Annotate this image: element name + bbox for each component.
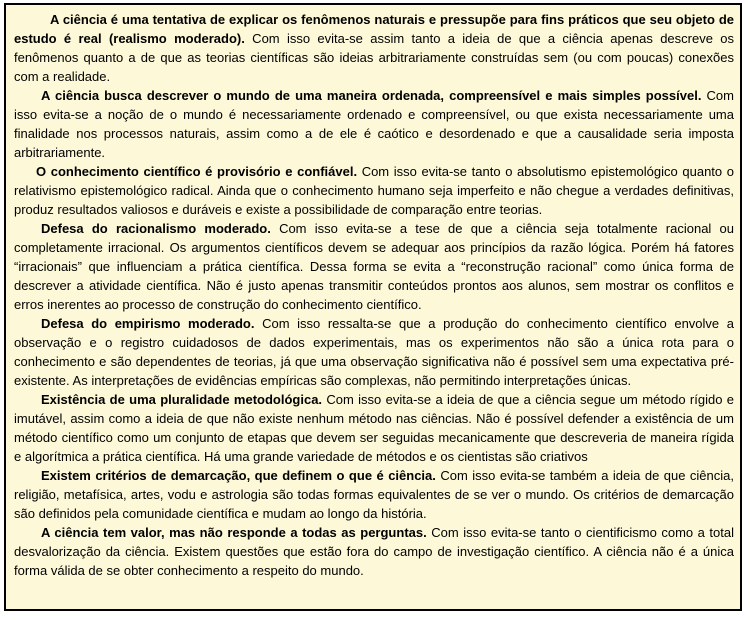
text-box [4, 3, 742, 611]
paragraph-lead: A ciência busca descrever o mundo de uma maneira ordenada, compreensível e mais simples possível. [41, 88, 702, 103]
paragraph-lead: Existem critérios de demarcação, que definem o que é ciência. [41, 468, 436, 483]
paragraph-body: Com isso ressalta-se que a produção do conhecimento científico envolve a observação e o registro cuidadosos de dados experimentais, mas os experimentos não são a única rota para o conhecimento e são dependentes de teorias, já que uma observação significativa não é possível sem uma expectativa pré-existente. As interpretações de evidências empíricas são complexas, não permitindo interpretações únicas. [14, 316, 734, 388]
paragraph-body: Com isso evita-se tanto o cientificismo como a total desvalorização da ciência. Existem questões que estão fora do campo de investigação científico. A ciência não é a única forma válida de se obter conhecimento a respeito do mundo. [14, 525, 734, 578]
paragraph-provisorio [14, 162, 734, 219]
paragraph-racionalismo [14, 219, 734, 314]
paragraph-demarcacao [14, 466, 734, 523]
paragraph-valor [14, 523, 734, 580]
paragraph-body: Com isso evita-se assim tanto a ideia de que a ciência apenas descreve os fenômenos quanto a de que as teorias científicas são ideias arbitrariamente construídas sem (ou com poucas) conexões com a realidade. [14, 31, 734, 84]
paragraph-body: Com isso evita-se tanto o absolutismo epistemológico quanto o relativismo epistemológico radical. Ainda que o conhecimento humano seja imperfeito e não chegue a verdades definitivas, produz resultados valiosos e duráveis e existe a possibilidade de comparação entre teorias. [14, 164, 735, 217]
paragraph-realismo [14, 10, 734, 86]
paragraph-lead: Defesa do empirismo moderado. [41, 316, 255, 331]
paragraph-ordem [14, 86, 734, 162]
paragraph-empirismo [14, 314, 734, 390]
paragraph-body: Com isso evita-se também a ideia de que ciência, religião, metafísica, artes, vodu e astrologia são todas formas equivalentes de se ver o mundo. Os critérios de demarcação são definidos pela comunidade científica e mudam ao longo da história. [14, 468, 734, 521]
paragraph-lead: A ciência é uma tentativa de explicar os fenômenos naturais e pressupõe para fins práticos que seu objeto de estudo é real (realismo moderado). [14, 12, 734, 46]
paragraph-body: Com isso evita-se a noção de o mundo é necessariamente ordenado e compreensível, ou que exista necessariamente uma finalidade nos processos naturais, assim como a de ele é caótico e desordenado e que a causalidade seria imposta arbitrariamente. [14, 88, 734, 160]
paragraph-lead: O conhecimento científico é provisório e confiável. [36, 164, 358, 179]
paragraph-lead: Defesa do racionalismo moderado. [41, 221, 271, 236]
paragraph-body: Com isso evita-se a ideia de que a ciência segue um método rígido e imutável, assim como a ideia de que não existe nenhum método nas ciências. Não é possível defender a existência de um método científico como um conjunto de etapas que devem ser seguidas mecanicamente que descreveria de maneira rígida e algorítmica a prática científica. Há uma grande variedade de métodos e os cientistas são criativos [14, 392, 734, 464]
paragraph-metodologia [14, 390, 734, 466]
paragraph-body: Com isso evita-se a tese de que a ciência seja totalmente racional ou completamente irracional. Os argumentos científicos devem se adequar aos princípios da razão lógica. Porém há fatores “irracionais” que influenciam a prática científica. Dessa forma se evita a “reconstrução racional” como única forma de descrever a atividade científica. Não é justo apenas transmitir conteúdos prontos aos alunos, sem mostrar os conflitos e erros inerentes ao processo de construção do conhecimento científico. [14, 221, 734, 312]
paragraph-lead: Existência de uma pluralidade metodológica. [41, 392, 323, 407]
paragraph-lead: A ciência tem valor, mas não responde a todas as perguntas. [41, 525, 427, 540]
